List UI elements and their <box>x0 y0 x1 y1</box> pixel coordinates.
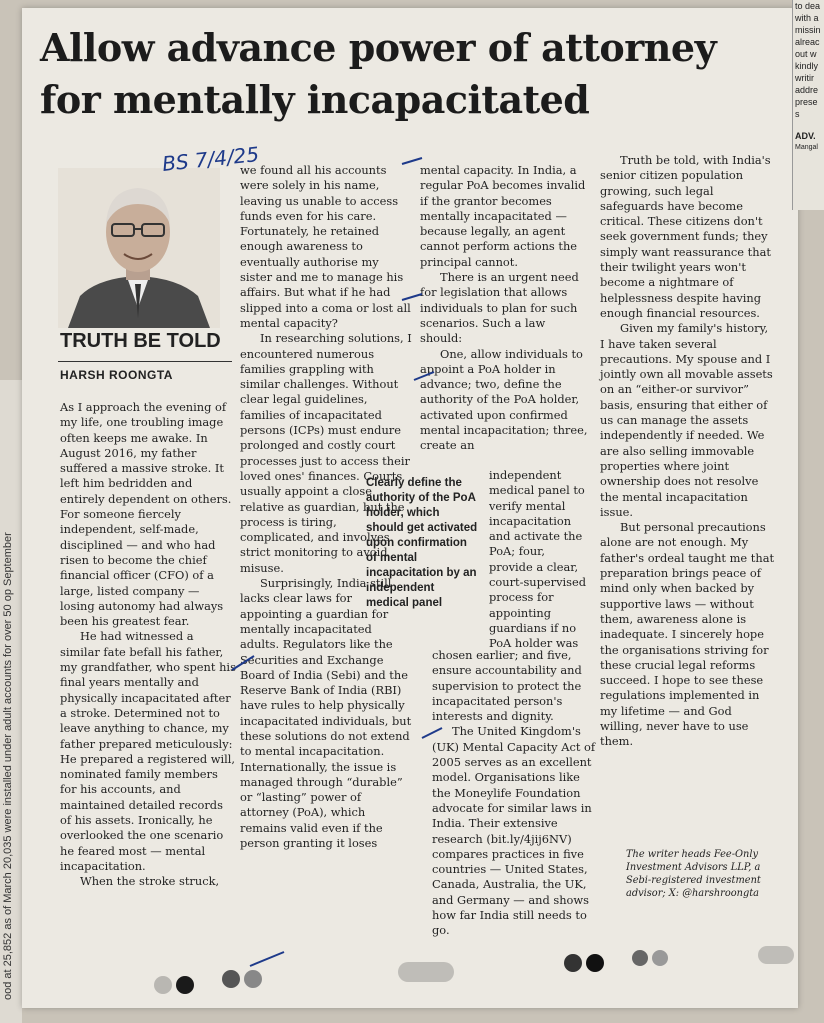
strip-line: kindly <box>795 61 819 71</box>
column-label: TRUTH BE TOLD <box>60 330 221 352</box>
strip-line: missin <box>795 25 821 35</box>
strip-line: prese <box>795 97 818 107</box>
adjacent-page-strip-right <box>792 0 824 210</box>
strip-small: Mangal <box>795 144 818 151</box>
pull-quote: Clearly define the authority of the PoA holder, which should get activated upon confirmation of mental incapacitation by an independent medical panel <box>366 477 478 609</box>
paragraph: mental capacity. In India, a regular PoA becomes invalid if the grantor becomes mentally incapacitated — because legally, an agent cannot perform actions the principal cannot. <box>420 163 586 269</box>
pen-marks <box>22 8 798 1008</box>
strip-line: to dea <box>795 1 821 11</box>
paragraph: The United Kingdom's (UK) Mental Capacity Act of 2005 serves as an excellent model. Organisations like the Moneylife Foundation advocate for similar laws in India. Their extensive research (bit.ly/4jij6NV) compares practices in five countries — United States, Canada, Australia, the UK, and Germany — and shows how far India still needs to go. <box>432 724 596 938</box>
paragraph: In researching solutions, I encountered numerous families grappling with similar challenges. Without clear legal guidelines, families of incapacitated persons (ICPs) must endure prolonged and costly court processes just to access their loved ones' finances. Courts usually appoint a close relative as guardian, but the process is tiring, complicated, and involves strict monitoring to avoid misuse. <box>240 331 412 575</box>
adjacent-page-text: ood at 25,852 as of March 20,035 were installed under adult accounts for over 50 op September <box>2 532 14 1000</box>
page-marker <box>758 946 794 964</box>
newspaper-page <box>22 8 798 1008</box>
paragraph: But personal precautions alone are not enough. My father's ordeal taught me that preparation brings peace of mind only when backed by supportive laws — without them, awareness alone is inadequate. I sincerely hope the organisations striving for these crucial legal reforms succeed. I hope to see these regulations implemented in my lifetime — and God willing, never have to use them. <box>600 520 775 749</box>
author-bio: The writer heads Fee-Only Investment Advisors LLP, a Sebi-registered investment advisor; X: @harshroongta <box>626 849 761 899</box>
page-dot <box>586 954 604 972</box>
strip-line: with a <box>795 13 819 23</box>
page-marker <box>398 962 454 982</box>
handwritten-note: BS 7/4/25 <box>161 141 261 177</box>
byline: HARSH ROONGTA <box>60 368 173 382</box>
paragraph: When the stroke struck, <box>80 874 220 889</box>
page-dot <box>222 970 240 988</box>
paragraph: Truth be told, with India's senior citizen population growing, such legal safeguards have become critical. These citizens don't seek government funds; they simply want reassurance that their twilight years won't become a nightmare of helplessness despite having enough financial resources. <box>600 153 771 320</box>
paragraph: we found all his accounts were solely in his name, leaving us unable to access funds even for his care. Fortunately, he retained enough awareness to eventually authorise my sister and me to manage his affairs. But what if he had slipped into a coma or lost all mental capacity? <box>240 163 411 330</box>
adjacent-page-strip-left <box>0 380 22 1023</box>
page-dot <box>652 950 668 966</box>
paragraph: As I approach the evening of my life, one troubling image often keeps me awake. In August 2016, my father suffered a massive stroke. It left him bedridden and entirely dependent on others. For someone fiercely independent, self-made, disciplined — and who had risen to become the chief financial officer (CFO) of a large, listed company — losing autonomy had always been his greatest fear. <box>60 400 232 629</box>
page-dot <box>564 954 582 972</box>
strip-line: s <box>795 109 800 119</box>
paragraph: independent medical panel to verify mental incapacitation and activate the PoA; four, provide a clear, court-supervised process for appointing guardians if no PoA holder was <box>489 468 587 651</box>
paragraph: There is an urgent need for legislation that allows individuals to plan for such scenarios. Such a law should: <box>420 270 579 346</box>
headline: Allow advance power of attorney for mentally incapacitated <box>40 25 717 122</box>
paragraph: Given my family's history, I have taken several precautions. My spouse and I jointly own all movable assets on an “either-or survivor” basis, ensuring that either of us can manage the assets independently if needed. We are also selling immovable properties where joint ownership does not resolve the mental incapacitation issue. <box>600 321 773 519</box>
page-dot <box>632 950 648 966</box>
page-dot <box>244 970 262 988</box>
paragraph: Surprisingly, India still lacks clear laws for appointing a guardian for mentally incapacitated adults. Regulators like the Securities and Exchange Board of India (Sebi) and the Reserve Bank of India (RBI) have rules to help physically incapacitated individuals, but these solutions do not extend to mental incapacitation. Internationally, the issue is managed through “durable” or “lasting” power of attorney (PoA), which remains valid even if the person granting it loses <box>240 576 412 851</box>
strip-line: out w <box>795 49 817 59</box>
paragraph: chosen earlier; and five, ensure accountability and supervision to protect the incapacitated person's interests and dignity. <box>432 648 582 724</box>
paragraph: He had witnessed a similar fate befall his father, my grandfather, who spent his final years mentally and physically incapacitated after a stroke. Determined not to leave anything to chance, my father prepared meticulously: He prepared a registered will, nominated family members for his accounts, and maintained detailed records of his assets. Ironically, he overlooked the one scenario he feared most — mental incapacitation. <box>60 629 236 873</box>
page-dot <box>176 976 194 994</box>
strip-line: writir <box>795 73 814 83</box>
strip-line: alreac <box>795 37 820 47</box>
paragraph: One, allow individuals to appoint a PoA holder in advance; two, define the authority of the PoA holder, activated upon confirmed mental incapacitation; three, create an <box>420 346 588 453</box>
strip-line: addre <box>795 85 819 95</box>
strip-adv: ADV. <box>795 131 816 141</box>
page-dot <box>154 976 172 994</box>
